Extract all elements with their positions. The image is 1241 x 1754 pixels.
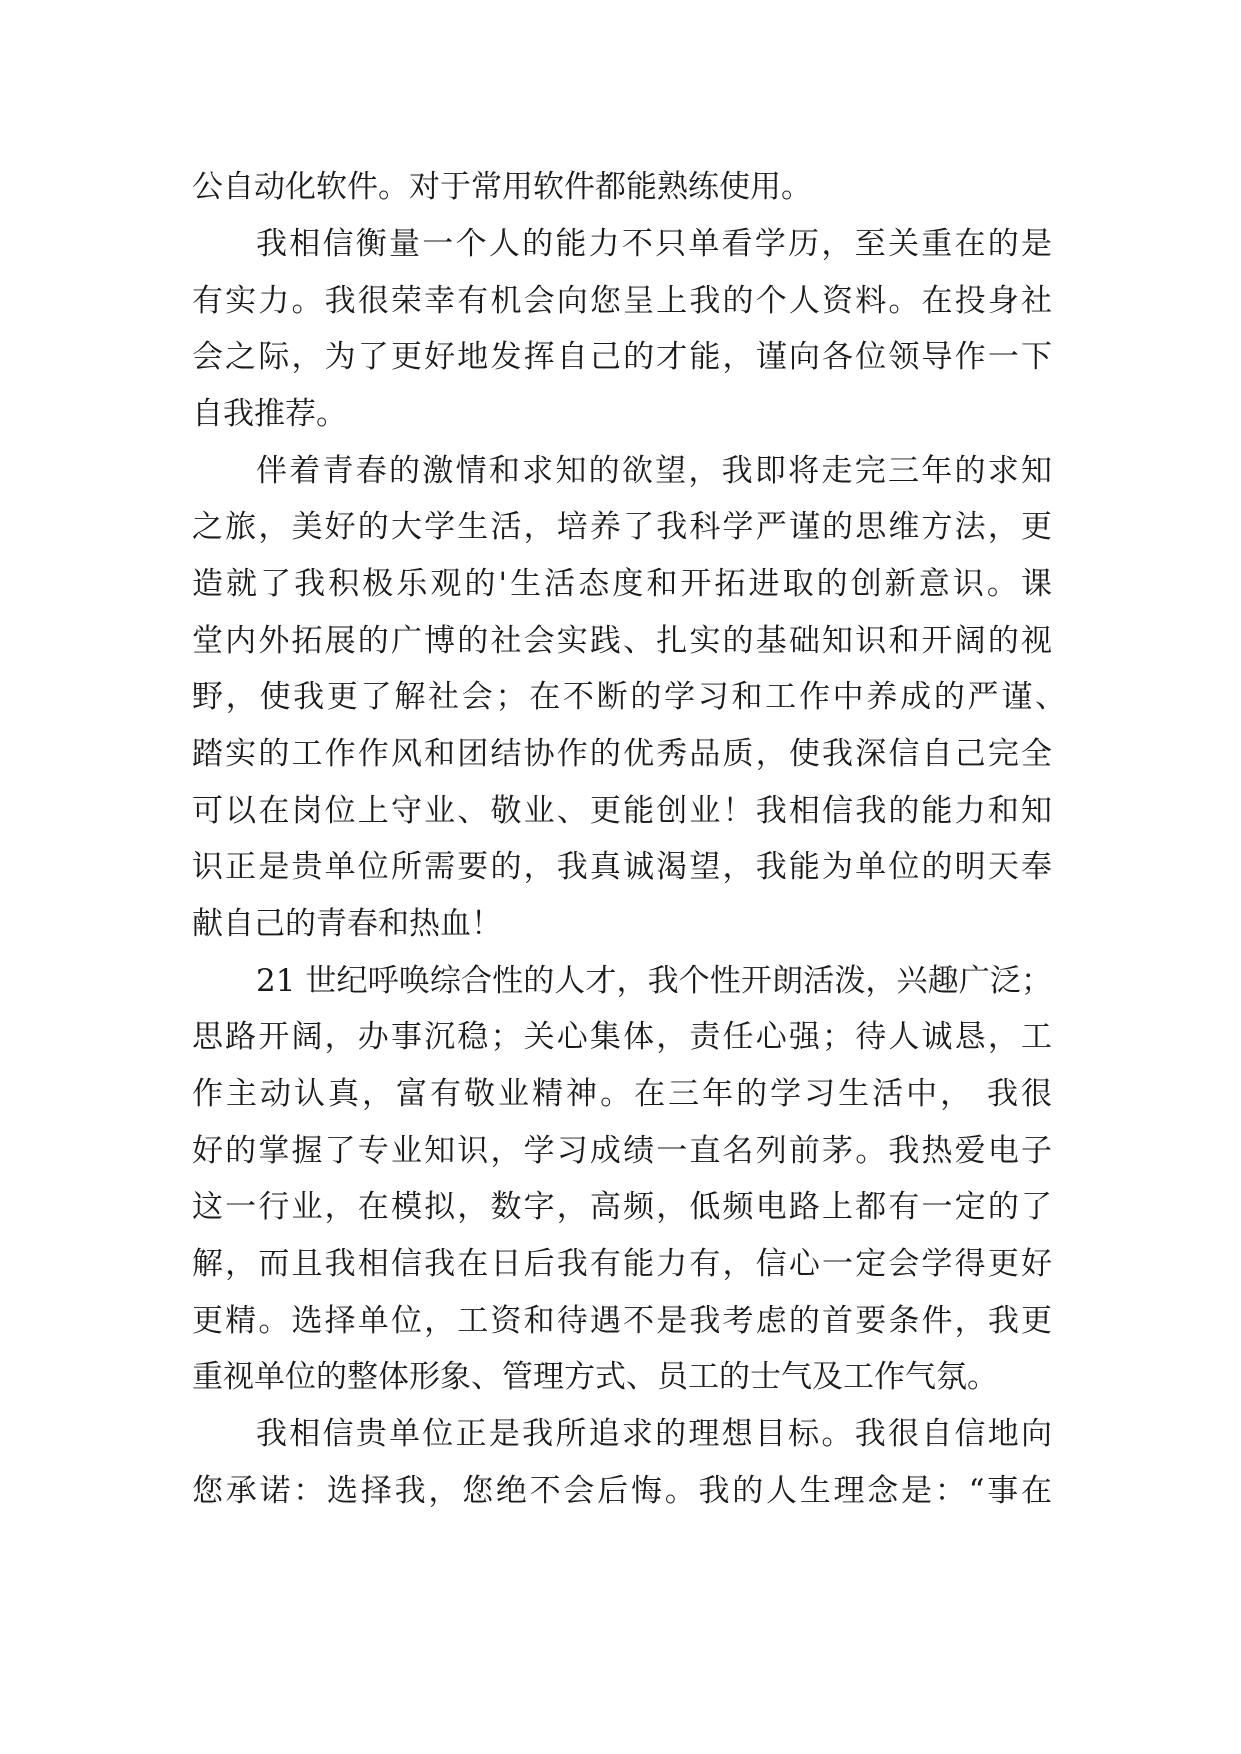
paragraph-first-line: 21 世纪呼唤综合性的人才，我个性开朗活泼，兴趣广泛； [256, 963, 1052, 999]
text-line: 更精。选择单位，工资和待遇不是我考虑的首要条件，我更 [192, 1303, 1052, 1339]
text-line: 思路开阔，办事沉稳；关心集体，责任心强；待人诚恳，工 [192, 1019, 1052, 1055]
text-line: 解，而且我相信我在日后我有能力有，信心一定会学得更好 [192, 1246, 1052, 1282]
text-line: 会之际，为了更好地发挥自己的才能，谨向各位领导作一下 [192, 339, 1052, 375]
text-line: 这一行业，在模拟，数字，高频，低频电路上都有一定的了 [192, 1189, 1052, 1225]
text-line: 您承诺：选择我，您绝不会后悔。我的人生理念是：“事在 [192, 1473, 1052, 1509]
paragraph-first-line: 我相信贵单位正是我所追求的理想目标。我很自信地向 [256, 1416, 1052, 1452]
text-line: 可以在岗位上守业、敬业、更能创业！我相信我的能力和知 [192, 793, 1052, 829]
paragraph-first-line: 我相信衡量一个人的能力不只单看学历，至关重在的是 [256, 226, 1052, 262]
text-line: 踏实的工作作风和团结协作的优秀品质，使我深信自己完全 [192, 736, 1052, 772]
text-line: 堂内外拓展的广博的社会实践、扎实的基础知识和开阔的视 [192, 623, 1052, 659]
text-line: 识正是贵单位所需要的，我真诚渴望，我能为单位的明天奉 [192, 849, 1052, 885]
text-line: 献自己的青春和热血！ [192, 906, 502, 942]
text-line: 自我推荐。 [192, 396, 347, 432]
text-line: 好的掌握了专业知识，学习成绩一直名列前茅。我热爱电子 [192, 1133, 1052, 1169]
text-line: 重视单位的整体形象、管理方式、员工的士气及工作气氛。 [192, 1359, 998, 1395]
text-line: 作主动认真，富有敬业精神。在三年的学习生活中， 我很 [192, 1076, 1052, 1112]
text-line: 公自动化软件。对于常用软件都能熟练使用。 [192, 169, 812, 205]
text-line: 之旅，美好的大学生活，培养了我科学严谨的思维方法，更 [192, 509, 1052, 545]
text-line: 野，使我更了解社会；在不断的学习和工作中养成的严谨、 [192, 679, 1066, 715]
text-line: 造就了我积极乐观的'生活态度和开拓进取的创新意识。课 [192, 566, 1052, 602]
paragraph-first-line: 伴着青春的激情和求知的欲望，我即将走完三年的求知 [256, 453, 1052, 489]
text-line: 有实力。我很荣幸有机会向您呈上我的个人资料。在投身社 [192, 283, 1052, 319]
